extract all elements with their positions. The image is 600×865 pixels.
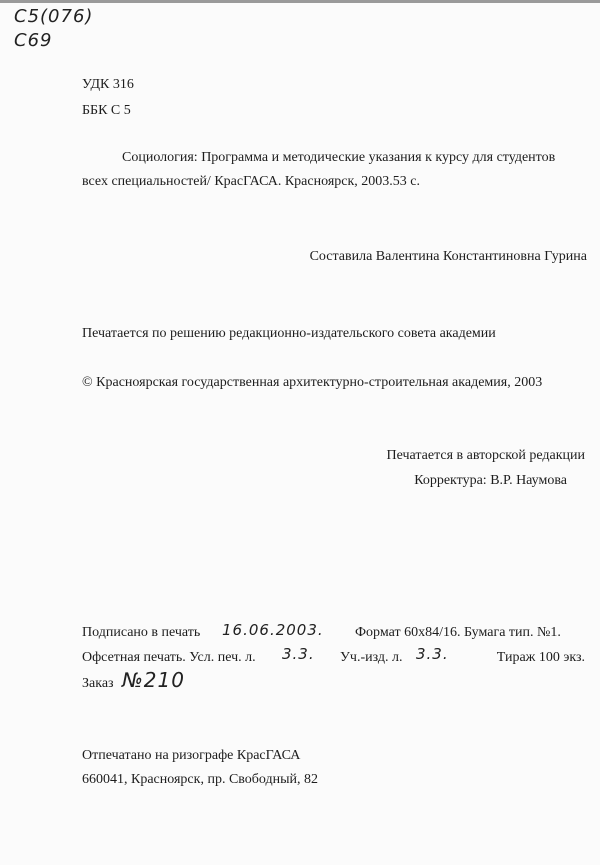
signed-label: Подписано в печать (82, 625, 201, 640)
order-number-handwritten: №210 (122, 668, 185, 692)
udk-code: УДК 316 (82, 77, 134, 92)
scan-edge (0, 0, 600, 3)
printer-line1: Отпечатано на ризографе КрасГАСА (82, 748, 301, 763)
bbk-code: ББК С 5 (82, 103, 131, 118)
copyright-line: © Красноярская государственная архитектурно-строительная академия, 2003 (82, 375, 543, 390)
signed-date-handwritten: 16.06.2003. (222, 621, 324, 639)
uch-izd-label: Уч.-изд. л. (340, 650, 403, 665)
uch-izd-value-handwritten: 3.3. (416, 645, 449, 663)
citation-line1: Социология: Программа и методические указания к курсу для студентов (122, 150, 556, 165)
handwritten-shelfmark-line2: С69 (14, 30, 53, 51)
usl-pech-value-handwritten: 3.3. (282, 645, 315, 663)
format-line: Формат 60х84/16. Бумага тип. №1. (355, 625, 561, 640)
proofreader-line: Корректура: В.Р. Наумова (414, 473, 567, 488)
compiler-line: Составила Валентина Константиновна Гурина (309, 249, 587, 264)
tirazh-line: Тираж 100 экз. (496, 650, 585, 665)
approval-line: Печатается по решению редакционно-издательского совета академии (82, 326, 496, 341)
printer-address: 660041, Красноярск, пр. Свободный, 82 (82, 772, 319, 787)
offset-label: Офсетная печать. Усл. печ. л. (82, 650, 256, 665)
edition-note: Печатается в авторской редакции (386, 448, 585, 463)
order-label: Заказ (82, 676, 114, 691)
handwritten-shelfmark-line1: С5(076) (14, 6, 94, 27)
citation-line2: всех специальностей/ КрасГАСА. Красноярск, 2003.53 с. (82, 174, 420, 189)
